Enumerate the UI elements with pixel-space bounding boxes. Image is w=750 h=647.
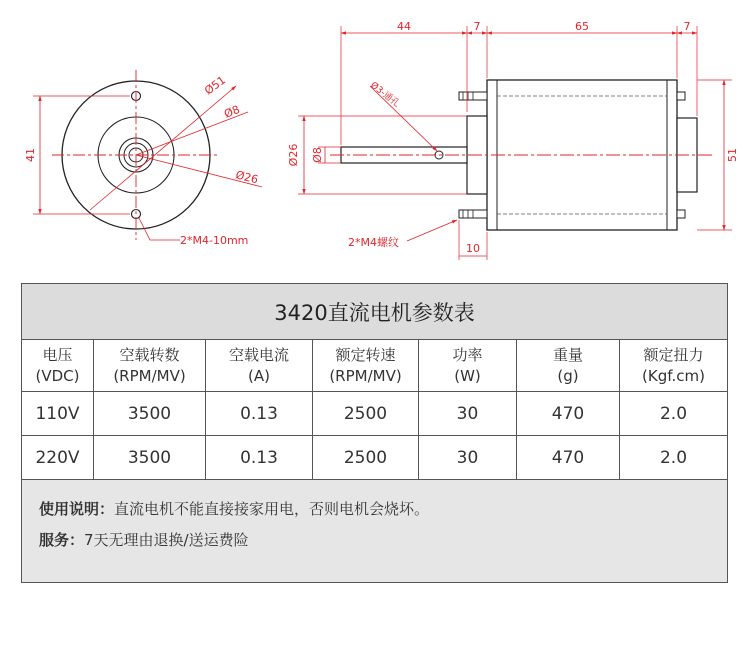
header-label: 额定扭力	[643, 345, 704, 364]
dim-boss-length: 7	[473, 20, 481, 33]
header-unit: (A)	[248, 366, 270, 385]
note-label: 服务：	[39, 531, 85, 549]
table-row	[22, 436, 727, 480]
cell-rated-speed: 2500	[313, 392, 419, 435]
thread-depth-dim: 10	[466, 242, 480, 255]
header-unit: (VDC)	[35, 366, 80, 385]
cell-rated-torque: 2.0	[659, 447, 688, 468]
header-label: 重量	[552, 345, 583, 364]
header-unit: (Kgf.cm)	[642, 366, 705, 385]
usage-notes	[22, 480, 727, 582]
motor-dimension-drawing	[0, 0, 750, 270]
cell-noload-speed: 3500	[94, 392, 206, 435]
front-height-dim: 41	[24, 148, 37, 162]
usage-instruction	[39, 494, 727, 525]
header-rated-torque	[620, 340, 727, 391]
cell-noload-speed: 3500	[94, 436, 206, 479]
table-title: 3420直流电机参数表	[22, 284, 727, 340]
front-hub-dia-label: Ø8	[222, 102, 242, 121]
front-mount-holes-label: 2*M4-10mm	[180, 234, 249, 247]
bolt-top-rear	[677, 92, 685, 100]
table-header-row	[22, 340, 727, 392]
header-power	[419, 340, 517, 391]
service-note	[39, 525, 727, 556]
note-text: 7天无理由退换/送运费险	[84, 531, 249, 549]
header-label: 空载电流	[228, 345, 289, 364]
front-outer-dia-label: Ø51	[202, 73, 229, 98]
front-boss-dia-label: Ø26	[234, 168, 260, 187]
dim-body-length: 65	[575, 20, 589, 33]
front-view	[24, 70, 262, 247]
cell-weight: 470	[517, 436, 620, 479]
side-height-dim: 51	[726, 148, 739, 162]
header-unit: (RPM/MV)	[329, 366, 402, 385]
header-noload-speed	[94, 340, 206, 391]
header-noload-current	[206, 340, 313, 391]
header-unit: (g)	[557, 366, 579, 385]
spec-table	[21, 283, 728, 583]
header-label: 额定转速	[335, 345, 396, 364]
dim-rear-length: 7	[683, 20, 691, 33]
cell-noload-current: 0.13	[206, 436, 313, 479]
cell-rated-speed: 2500	[313, 436, 419, 479]
cell-voltage: 220V	[22, 436, 94, 479]
header-weight	[517, 340, 620, 391]
note-label: 使用说明：	[39, 500, 115, 518]
shaft-hole-label: Ø3-通孔	[368, 80, 402, 110]
header-label: 空载转数	[119, 345, 180, 364]
cell-weight: 470	[517, 392, 620, 435]
bolt-bottom-rear	[677, 210, 685, 218]
cell-power: 30	[419, 436, 517, 479]
cell-voltage: 110V	[22, 392, 94, 435]
cell-rated-torque: 2.0	[659, 403, 688, 424]
cell-power: 30	[419, 392, 517, 435]
header-unit: (RPM/MV)	[113, 366, 186, 385]
cell-noload-current: 0.13	[206, 392, 313, 435]
side-view	[287, 20, 739, 260]
header-label: 电压	[42, 345, 73, 364]
side-boss-dia-label: Ø26	[287, 143, 300, 167]
side-shaft-dia-label: Ø8	[311, 147, 324, 163]
thread-label: 2*M4螺纹	[348, 236, 399, 249]
header-voltage	[22, 340, 94, 391]
note-text: 直流电机不能直接接家用电，否则电机会烧坏。	[114, 500, 430, 518]
header-unit: (W)	[454, 366, 481, 385]
header-label: 功率	[452, 345, 483, 364]
table-row	[22, 392, 727, 436]
header-rated-speed	[313, 340, 419, 391]
dim-shaft-length: 44	[397, 20, 411, 33]
